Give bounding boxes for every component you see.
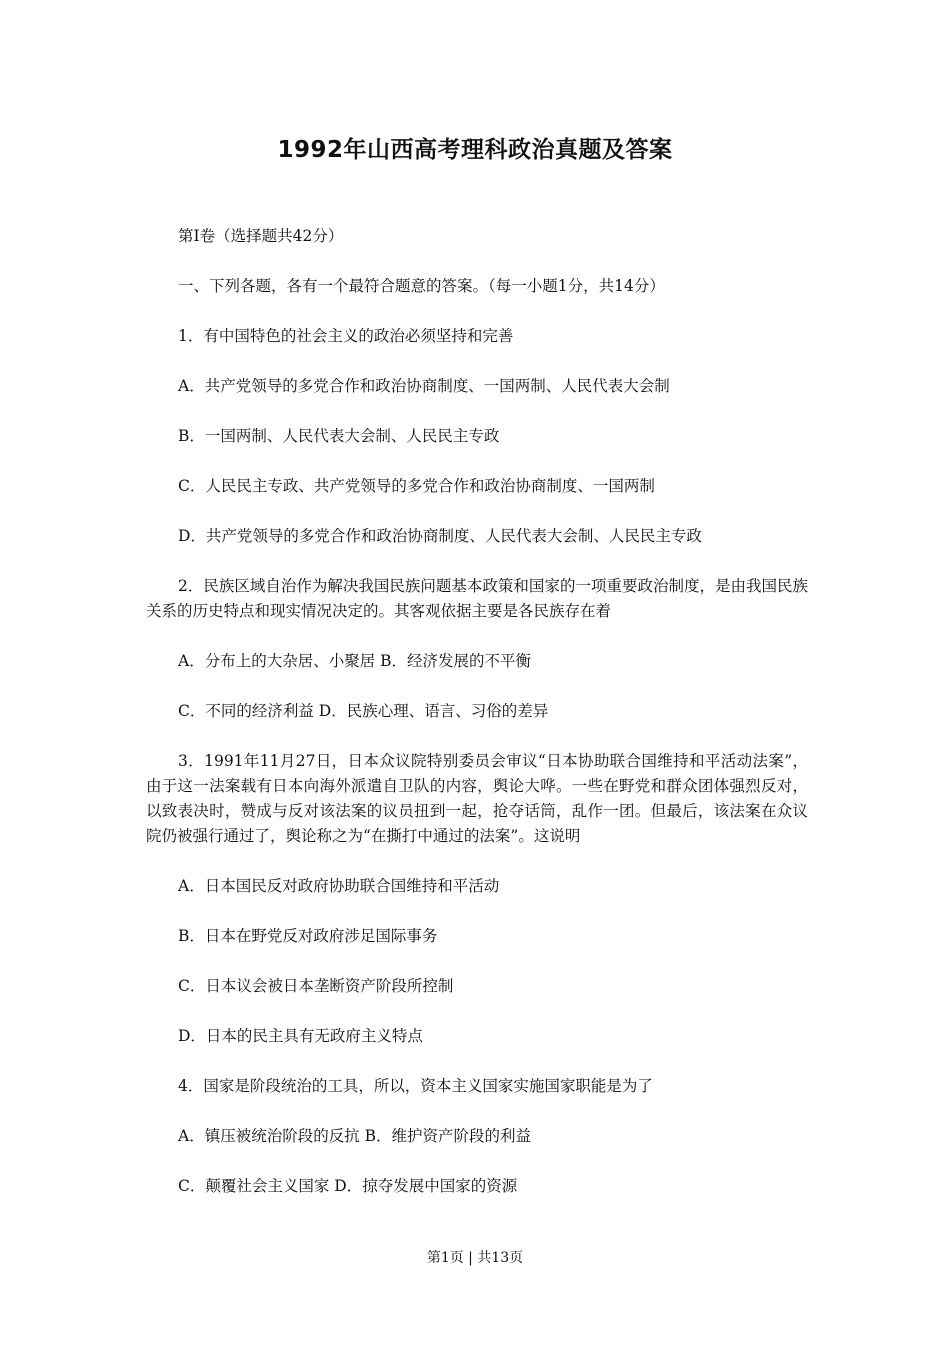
part-instructions: 一、下列各题，各有一个最符合题意的答案。（每一小题1分，共14分）	[178, 277, 665, 295]
question-1-option-c: C．人民民主专政、共产党领导的多党合作和政治协商制度、一国两制	[178, 477, 655, 495]
question-1-option-b: B．一国两制、人民代表大会制、人民民主专政	[178, 427, 500, 445]
question-2-stem: 2．民族区域自治作为解决我国民族问题基本政策和国家的一项重要政治制度，是由我国民族关系的历史特点和现实情况决定的。其客观依据主要是各民族存在着	[146, 577, 808, 620]
section-header: 第Ⅰ卷（选择题共42分）	[178, 227, 344, 245]
question-3-option-a: A．日本国民反对政府协助联合国维持和平活动	[178, 877, 500, 895]
question-3-option-d: D．日本的民主具有无政府主义特点	[178, 1027, 423, 1045]
question-3-option-c: C．日本议会被日本垄断资产阶段所控制	[178, 977, 454, 995]
question-2-options-cd: C．不同的经济利益 D．民族心理、语言、习俗的差异	[178, 702, 549, 720]
page-footer: 第1页 | 共13页	[426, 1250, 524, 1266]
question-3-stem: 3．1991年11月27日，日本众议院特别委员会审议“日本协助联合国维持和平活动法案”，由于这一法案载有日本向海外派遣自卫队的内容，舆论大哗。一些在野党和群众团体强烈反对，以致表决时，赞成与反对该法案的议员扭到一起，抢夺话筒，乱作一团。但最后，该法案在众议院仍被强行通过了，舆论称之为“在撕打中通过的法案”。这说明	[146, 752, 808, 845]
question-4-options-cd: C．颠覆社会主义国家 D．掠夺发展中国家的资源	[178, 1177, 518, 1195]
question-1-stem: 1．有中国特色的社会主义的政治必须坚持和完善	[178, 327, 514, 345]
question-1-option-d: D．共产党领导的多党合作和政治协商制度、人民代表大会制、人民民主专政	[178, 527, 702, 545]
question-2-options-ab: A．分布上的大杂居、小聚居 B．经济发展的不平衡	[178, 652, 532, 670]
question-1-option-a: A．共产党领导的多党合作和政治协商制度、一国两制、人民代表大会制	[178, 377, 670, 395]
question-4-stem: 4．国家是阶段统治的工具，所以，资本主义国家实施国家职能是为了	[178, 1077, 653, 1095]
question-4-options-ab: A．镇压被统治阶段的反抗 B．维护资产阶段的利益	[178, 1127, 532, 1145]
question-3-option-b: B．日本在野党反对政府涉足国际事务	[178, 927, 438, 945]
document-title: 1992年山西高考理科政治真题及答案	[277, 137, 673, 163]
